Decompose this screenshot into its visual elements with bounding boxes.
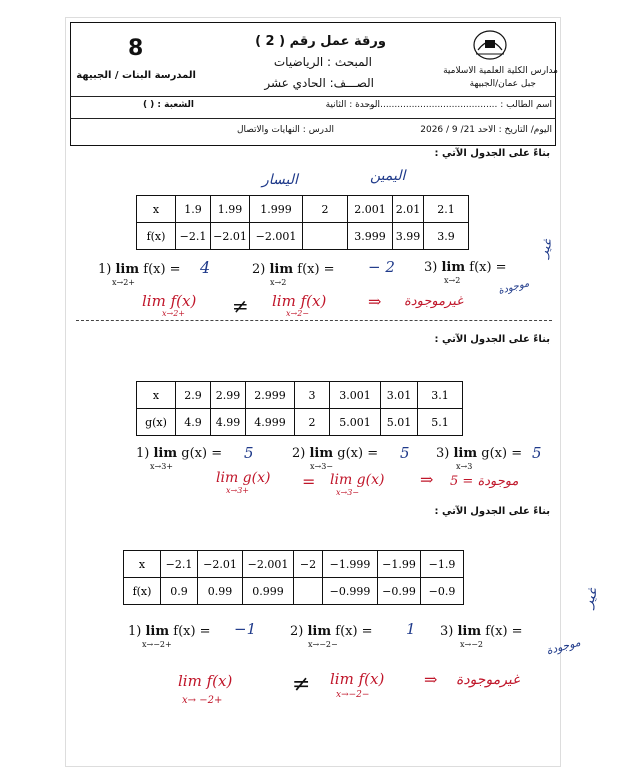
s3-answer-2: 1 bbox=[406, 620, 416, 638]
table-cell: 0.9 bbox=[161, 578, 198, 605]
table-header-gx: g(x) bbox=[137, 409, 176, 436]
s2-work-result: موجودة = 5 bbox=[450, 474, 519, 489]
s1-work-left-sub: x→2+ bbox=[162, 309, 186, 318]
table-cell: 4.9 bbox=[176, 409, 211, 436]
s2-question-1: 1) lim g(x) = x→3+ bbox=[136, 446, 223, 471]
table-header-x: x bbox=[124, 551, 161, 578]
table-cell: 0.99 bbox=[198, 578, 243, 605]
s3-work-arrow: ⇒ bbox=[424, 670, 438, 689]
hand-note-left: اليسار bbox=[262, 172, 298, 188]
table-cell: −1.999 bbox=[323, 551, 378, 578]
table-cell: −2.1 bbox=[161, 551, 198, 578]
school-logo-icon bbox=[468, 28, 512, 62]
header-divider-2 bbox=[70, 118, 556, 119]
section3-instruction: بناءً على الجدول الآتي : bbox=[434, 506, 550, 517]
date-label: اليوم/ التاريخ : الاحد 21/ 9 / 2026 bbox=[420, 125, 552, 135]
table-cell: 1.999 bbox=[250, 196, 303, 223]
s3-question-3: 3) lim f(x) = x→−2 bbox=[440, 624, 523, 649]
table-cell: −0.99 bbox=[378, 578, 421, 605]
s3-answer-3b: موجودة bbox=[544, 635, 582, 658]
table-cell: 3 bbox=[295, 382, 330, 409]
s3-work-neq: ≠ bbox=[292, 672, 311, 697]
table-cell bbox=[294, 578, 323, 605]
s1-question-3: 3) lim f(x) = x→2 bbox=[424, 260, 507, 285]
table-cell: −0.999 bbox=[323, 578, 378, 605]
table-cell: 4.99 bbox=[211, 409, 246, 436]
lesson-label: الدرس : النهايات والاتصال bbox=[236, 125, 334, 135]
s3-work-right-sub: x→−2− bbox=[336, 690, 370, 700]
table-cell: 2.999 bbox=[246, 382, 295, 409]
table-cell: 5.01 bbox=[381, 409, 418, 436]
table-f-values-neg bbox=[123, 550, 464, 605]
s3-work-right: lim f(x) bbox=[330, 670, 385, 688]
s1-dotted-line bbox=[76, 320, 552, 321]
table-cell: 2.99 bbox=[211, 382, 246, 409]
table-cell: −2 bbox=[294, 551, 323, 578]
s1-work-left: lim f(x) bbox=[142, 292, 197, 310]
table-cell: −2.01 bbox=[211, 223, 250, 250]
table-cell: 2.001 bbox=[348, 196, 393, 223]
s1-work-right: lim f(x) bbox=[272, 292, 327, 310]
table-header-x: x bbox=[137, 382, 176, 409]
s2-work-left: lim g(x) bbox=[216, 470, 271, 486]
table-cell: −2.001 bbox=[243, 551, 294, 578]
s1-answer-3a: غير bbox=[536, 237, 557, 260]
table-cell: −1.9 bbox=[421, 551, 464, 578]
table-cell: 3.9 bbox=[424, 223, 469, 250]
s2-work-eq: = bbox=[302, 472, 316, 491]
s2-answer-3: 5 bbox=[532, 444, 542, 462]
table-cell: 2 bbox=[303, 196, 348, 223]
s2-answer-2: 5 bbox=[400, 444, 410, 462]
unit-label: الوحدة : الثانية bbox=[325, 100, 380, 110]
table-cell: 2.9 bbox=[176, 382, 211, 409]
table-cell: 2.1 bbox=[424, 196, 469, 223]
s3-work-left-sub: x→ −2+ bbox=[182, 695, 223, 706]
subject-label: المبحث : الرياضيات bbox=[273, 55, 372, 69]
s3-work-result: غيرموجودة bbox=[456, 672, 520, 688]
s2-question-3: 3) lim g(x) = x→3 bbox=[436, 446, 523, 471]
table-f-values bbox=[136, 195, 469, 250]
table-g-values bbox=[136, 381, 463, 436]
table-cell: 4.999 bbox=[246, 409, 295, 436]
table-cell: −2.01 bbox=[198, 551, 243, 578]
s2-work-right-sub: x→3− bbox=[336, 488, 360, 497]
table-cell: −1.99 bbox=[378, 551, 421, 578]
table-cell bbox=[303, 223, 348, 250]
table-cell: 3.001 bbox=[330, 382, 381, 409]
section1-instruction: بناءً على الجدول الآتي : bbox=[434, 148, 550, 159]
hand-note-right: اليمين bbox=[370, 168, 406, 184]
s1-answer-1: 4 bbox=[200, 258, 211, 277]
table-cell: 0.999 bbox=[243, 578, 294, 605]
table-header-fx: f(x) bbox=[137, 223, 176, 250]
table-header-fx: f(x) bbox=[124, 578, 161, 605]
s3-answer-3a: غير bbox=[580, 585, 602, 610]
s2-work-arrow: ⇒ bbox=[420, 470, 434, 489]
s3-answer-1: −1 bbox=[234, 620, 257, 638]
table-cell: 1.9 bbox=[176, 196, 211, 223]
s1-work-neq: ≠ bbox=[232, 294, 249, 318]
table-cell: 5.1 bbox=[418, 409, 463, 436]
table-cell: 1.99 bbox=[211, 196, 250, 223]
s1-work-arrow: ⇒ bbox=[368, 292, 382, 311]
s2-work-right: lim g(x) bbox=[330, 472, 385, 488]
s3-work-left: lim f(x) bbox=[178, 672, 233, 690]
table-cell: 3.1 bbox=[418, 382, 463, 409]
table-cell: 3.999 bbox=[348, 223, 393, 250]
table-cell: −2.1 bbox=[176, 223, 211, 250]
school-name: مدارس الكلية العلمية الاسلامية bbox=[443, 66, 558, 76]
table-cell: −2.001 bbox=[250, 223, 303, 250]
table-cell: 2 bbox=[295, 409, 330, 436]
table-header-x: x bbox=[137, 196, 176, 223]
s3-question-1: 1) lim f(x) = x→−2+ bbox=[128, 624, 211, 649]
table-cell: 3.99 bbox=[393, 223, 424, 250]
table-cell: −0.9 bbox=[421, 578, 464, 605]
table-cell: 3.01 bbox=[381, 382, 418, 409]
table-cell: 2.01 bbox=[393, 196, 424, 223]
school-location: جبل عمان/الجبيهة bbox=[469, 79, 536, 89]
table-cell: 5.001 bbox=[330, 409, 381, 436]
worksheet-title: ورقة عمل رقم ( 2 ) bbox=[255, 34, 386, 49]
s2-answer-1: 5 bbox=[244, 444, 254, 462]
s2-question-2: 2) lim g(x) = x→3− bbox=[292, 446, 379, 471]
s1-answer-3b: موجودة bbox=[497, 278, 531, 297]
grade-label: الصـــف: الحادي عشر bbox=[264, 76, 374, 90]
student-name-label: اسم الطالب : .............................................. bbox=[365, 100, 552, 110]
s1-work-right-sub: x→2− bbox=[286, 309, 310, 318]
header-divider-1 bbox=[70, 96, 556, 97]
s1-question-2: 2) lim f(x) = x→2 bbox=[252, 262, 335, 287]
section2-instruction: بناءً على الجدول الآتي : bbox=[434, 334, 550, 345]
s1-work-result: غيرموجودة bbox=[404, 294, 463, 309]
s1-question-1: 1) lim f(x) = x→2+ bbox=[98, 262, 181, 287]
s3-question-2: 2) lim f(x) = x→−2− bbox=[290, 624, 373, 649]
grade-number: 8 bbox=[128, 36, 144, 61]
s2-work-left-sub: x→3+ bbox=[226, 486, 250, 495]
school-branch: المدرسة البنات / الجبيهة bbox=[76, 70, 196, 81]
s1-answer-2: − 2 bbox=[368, 258, 395, 276]
section-label: الشعبة : ( ) bbox=[142, 100, 194, 110]
